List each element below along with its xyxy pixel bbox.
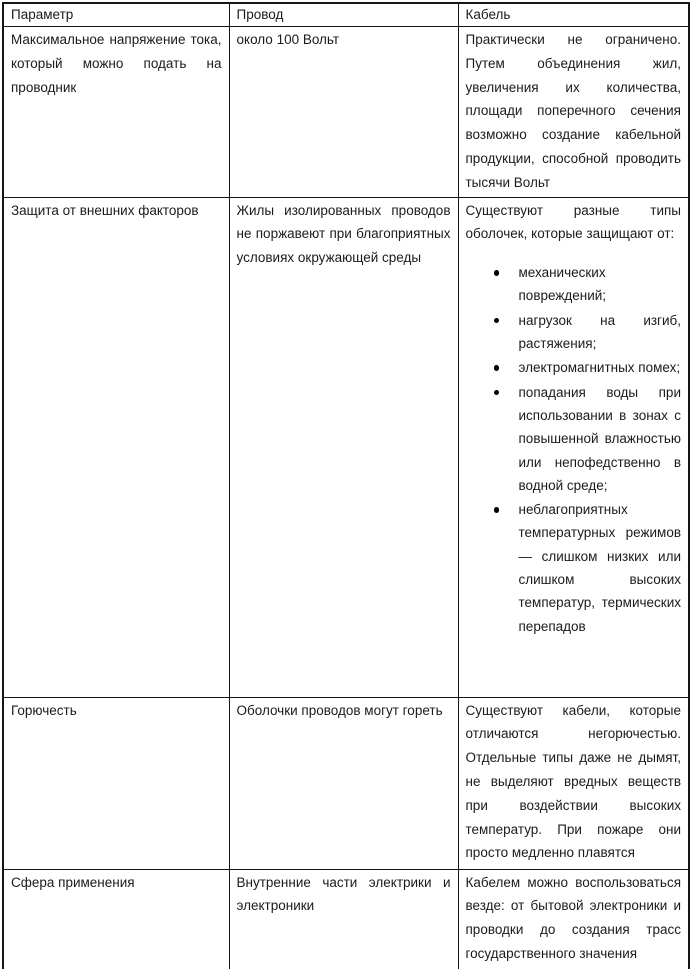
provod-cell-voltage bbox=[229, 27, 458, 198]
cell-intro-text: Существуют разные типы оболочек, которые защищают от: bbox=[465, 202, 681, 242]
param-cell-voltage bbox=[3, 27, 229, 198]
param-cell-flammability bbox=[3, 697, 229, 869]
cell-text: около 100 Вольт bbox=[236, 32, 340, 47]
cell-text: Горючесть bbox=[11, 702, 77, 718]
param-cell-application bbox=[3, 869, 229, 969]
table-row bbox=[3, 697, 689, 869]
cell-text: Кабелем можно воспользоваться везде: от бытовой электроники и проводки до создания трасс государственного значения bbox=[465, 874, 681, 961]
comparison-table bbox=[2, 2, 690, 969]
cell-text: Максимальное напряжение тока, который можно подать на проводник bbox=[11, 32, 222, 95]
kabel-cell-voltage bbox=[458, 27, 689, 198]
cell-text: Сфера применения bbox=[11, 874, 135, 890]
cell-text: Практически не ограничено. Путем объединения жил, увеличения их количества, площади поперечного сечения возможно создание кабельной продукции, способной проводить тысячи Вольт bbox=[465, 32, 681, 190]
kabel-cell-flammability bbox=[458, 697, 689, 869]
provod-cell-application bbox=[229, 869, 458, 969]
cell-text: Жилы изолированных проводов не поржавеют при благоприятных условиях окружающей среды bbox=[236, 202, 451, 266]
list-item: электромагнитных помех; bbox=[492, 356, 682, 379]
protection-bullet-list bbox=[466, 261, 682, 638]
list-item: неблагоприятных температурных режимов — слишком низких или слишком высоких температур, термических перепадов bbox=[492, 498, 682, 638]
provod-cell-flammability bbox=[229, 697, 458, 869]
param-cell-protection bbox=[3, 197, 229, 697]
cell-text: Защита от внешних факторов bbox=[11, 202, 199, 218]
provod-cell-protection bbox=[229, 197, 458, 697]
cell-text: Оболочки проводов могут гореть bbox=[236, 702, 443, 718]
list-item: попадания воды при использовании в зонах с повышенной влажностью или непофедственно в водной среде; bbox=[492, 381, 682, 497]
list-item: нагрузок на изгиб, растяжения; bbox=[492, 309, 682, 356]
cell-text: Внутренние части электрики и электроники bbox=[236, 874, 451, 914]
table-row bbox=[3, 197, 689, 697]
header-row bbox=[3, 3, 689, 27]
list-item: механических повреждений; bbox=[492, 261, 682, 308]
kabel-cell-application bbox=[458, 869, 689, 969]
table-row bbox=[3, 869, 689, 969]
kabel-cell-protection bbox=[458, 197, 689, 697]
column-header-provod: Провод bbox=[229, 3, 458, 27]
column-header-param: Параметр bbox=[3, 3, 229, 27]
table-row bbox=[3, 27, 689, 198]
cell-text: Существуют кабели, которые отличаются негорючестью. Отдельные типы даже не дымят, не выделяют вредных веществ при воздействии высоких температур. При пожаре они просто медленно плавятся bbox=[465, 702, 681, 861]
column-header-kabel: Кабель bbox=[458, 3, 689, 27]
